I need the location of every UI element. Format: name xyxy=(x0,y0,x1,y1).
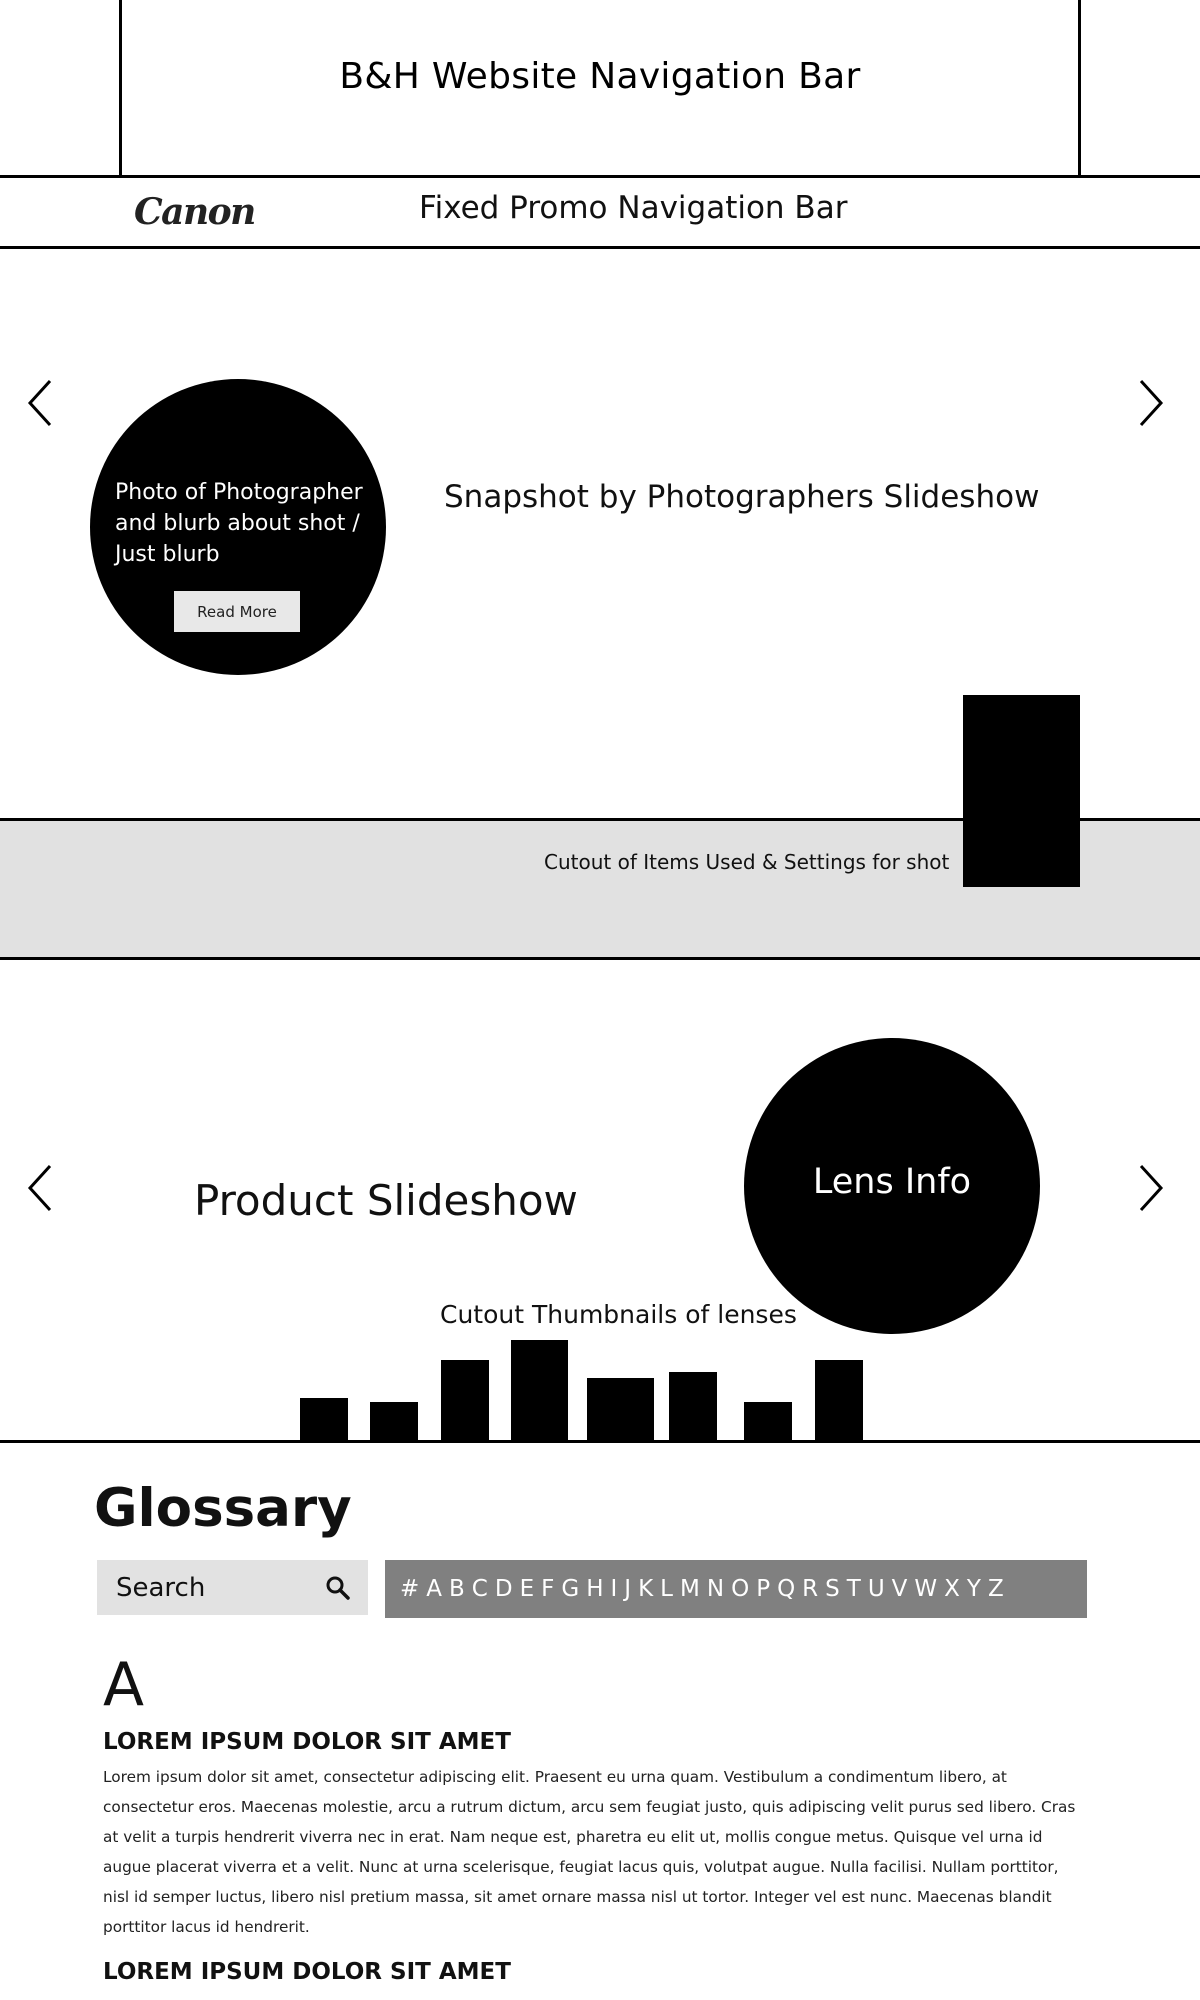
alphabet-link[interactable]: J xyxy=(624,1576,632,1602)
promo-bar-label: Fixed Promo Navigation Bar xyxy=(419,190,848,226)
photographer-photo xyxy=(90,379,386,675)
alphabet-link[interactable]: A xyxy=(426,1576,443,1602)
photographer-blurb: Photo of Photographer and blurb about shot / Just blurb xyxy=(115,480,363,567)
alphabet-link[interactable]: X xyxy=(944,1576,960,1602)
canon-logo[interactable]: Canon xyxy=(134,191,255,233)
alphabet-link[interactable]: B xyxy=(449,1576,465,1602)
alphabet-link[interactable]: K xyxy=(638,1576,654,1602)
photographer-slideshow xyxy=(0,249,1200,820)
alphabet-link[interactable]: # xyxy=(400,1576,420,1602)
navigation-bar-label: B&H Website Navigation Bar xyxy=(339,56,861,97)
glossary-entry-title: LOREM IPSUM DOLOR SIT AMET xyxy=(103,1959,511,1985)
alphabet-link[interactable]: S xyxy=(825,1576,840,1602)
alphabet-link[interactable]: W xyxy=(914,1576,938,1602)
lens-thumbnail[interactable] xyxy=(669,1372,717,1440)
alphabet-link[interactable]: O xyxy=(731,1576,750,1602)
alphabet-link[interactable]: R xyxy=(802,1576,819,1602)
lens-thumbnail[interactable] xyxy=(300,1398,348,1440)
cutout-settings-label: Cutout of Items Used & Settings for shot xyxy=(544,850,950,874)
product-prev-button[interactable] xyxy=(18,1162,64,1214)
lens-thumbnail[interactable] xyxy=(587,1378,654,1440)
search-icon[interactable] xyxy=(325,1575,351,1601)
slideshow-title: Snapshot by Photographers Slideshow xyxy=(444,479,1040,515)
lens-thumbnail[interactable] xyxy=(441,1360,489,1440)
lens-thumbnail[interactable] xyxy=(370,1402,418,1440)
cutout-image xyxy=(963,695,1080,887)
alphabet-link[interactable]: D xyxy=(494,1576,513,1602)
alphabet-link[interactable]: Q xyxy=(777,1576,796,1602)
slideshow-prev-button[interactable] xyxy=(18,377,64,429)
alphabet-link[interactable]: F xyxy=(541,1576,555,1602)
alphabet-link[interactable]: V xyxy=(891,1576,908,1602)
read-more-button[interactable]: Read More xyxy=(174,591,300,632)
alphabet-link[interactable]: P xyxy=(756,1576,771,1602)
glossary-search xyxy=(97,1560,368,1615)
chevron-left-icon xyxy=(18,377,64,429)
product-slideshow xyxy=(0,960,1200,1443)
lens-info-label: Lens Info xyxy=(812,1162,972,1202)
alphabet-link[interactable]: U xyxy=(867,1576,885,1602)
product-slideshow-title: Product Slideshow xyxy=(194,1176,578,1225)
alphabet-link[interactable]: N xyxy=(706,1576,725,1602)
navigation-bar-container xyxy=(119,0,1081,178)
glossary-letter-heading: A xyxy=(103,1650,145,1720)
main-navigation-bar xyxy=(0,0,1200,178)
chevron-right-icon xyxy=(1127,1162,1173,1214)
alphabet-link[interactable]: I xyxy=(610,1576,618,1602)
alphabet-link[interactable]: L xyxy=(660,1576,673,1602)
chevron-right-icon xyxy=(1127,377,1173,429)
alphabet-link[interactable]: E xyxy=(519,1576,535,1602)
glossary-search-input[interactable] xyxy=(97,1560,317,1615)
alphabet-index-bar xyxy=(385,1560,1087,1618)
alphabet-link[interactable]: C xyxy=(471,1576,488,1602)
glossary-entry-body: Lorem ipsum dolor sit amet, consectetur adipiscing elit. Praesent eu urna quam. Vestibulum a condimentum libero, at consectetur eros. Maecenas molestie, arcu a rutrum dictum, arcu sem feugiat justo, quis adipiscing velit purus sed libero. Cras at velit a turpis hendrerit viverra nec in erat. Nam neque est, pharetra eu elit ut, mollis congue metus. Quisque vel urna id augue placerat viverra et a velit. Nunc at urna scelerisque, feugiat lacus quis, volutpat augue. Nulla facilisi. Nullam porttitor, nisl id semper luctus, libero nisl pretium massa, sit amet ornare massa nisl ut tortor. Integer vel est nunc. Maecenas blandit porttitor lacus id hendrerit. xyxy=(103,1768,1076,1936)
product-next-button[interactable] xyxy=(1127,1162,1173,1214)
lens-info-button[interactable] xyxy=(744,1038,1040,1334)
alphabet-link[interactable]: Y xyxy=(966,1576,981,1602)
fixed-promo-bar xyxy=(0,178,1200,249)
lens-thumbnails-label: Cutout Thumbnails of lenses xyxy=(440,1300,797,1329)
alphabet-link[interactable]: H xyxy=(586,1576,604,1602)
lens-thumbnail[interactable] xyxy=(815,1360,863,1440)
glossary-title: Glossary xyxy=(94,1478,352,1539)
alphabet-link[interactable]: M xyxy=(680,1576,700,1602)
alphabet-link[interactable]: T xyxy=(846,1576,861,1602)
chevron-left-icon xyxy=(18,1162,64,1214)
lens-thumbnail[interactable] xyxy=(511,1340,568,1440)
alphabet-link[interactable]: Z xyxy=(987,1576,1004,1602)
lens-thumbnail[interactable] xyxy=(744,1402,792,1440)
slideshow-next-button[interactable] xyxy=(1127,377,1173,429)
alphabet-link[interactable]: G xyxy=(561,1576,580,1602)
glossary-entry-title: LOREM IPSUM DOLOR SIT AMET xyxy=(103,1729,511,1755)
